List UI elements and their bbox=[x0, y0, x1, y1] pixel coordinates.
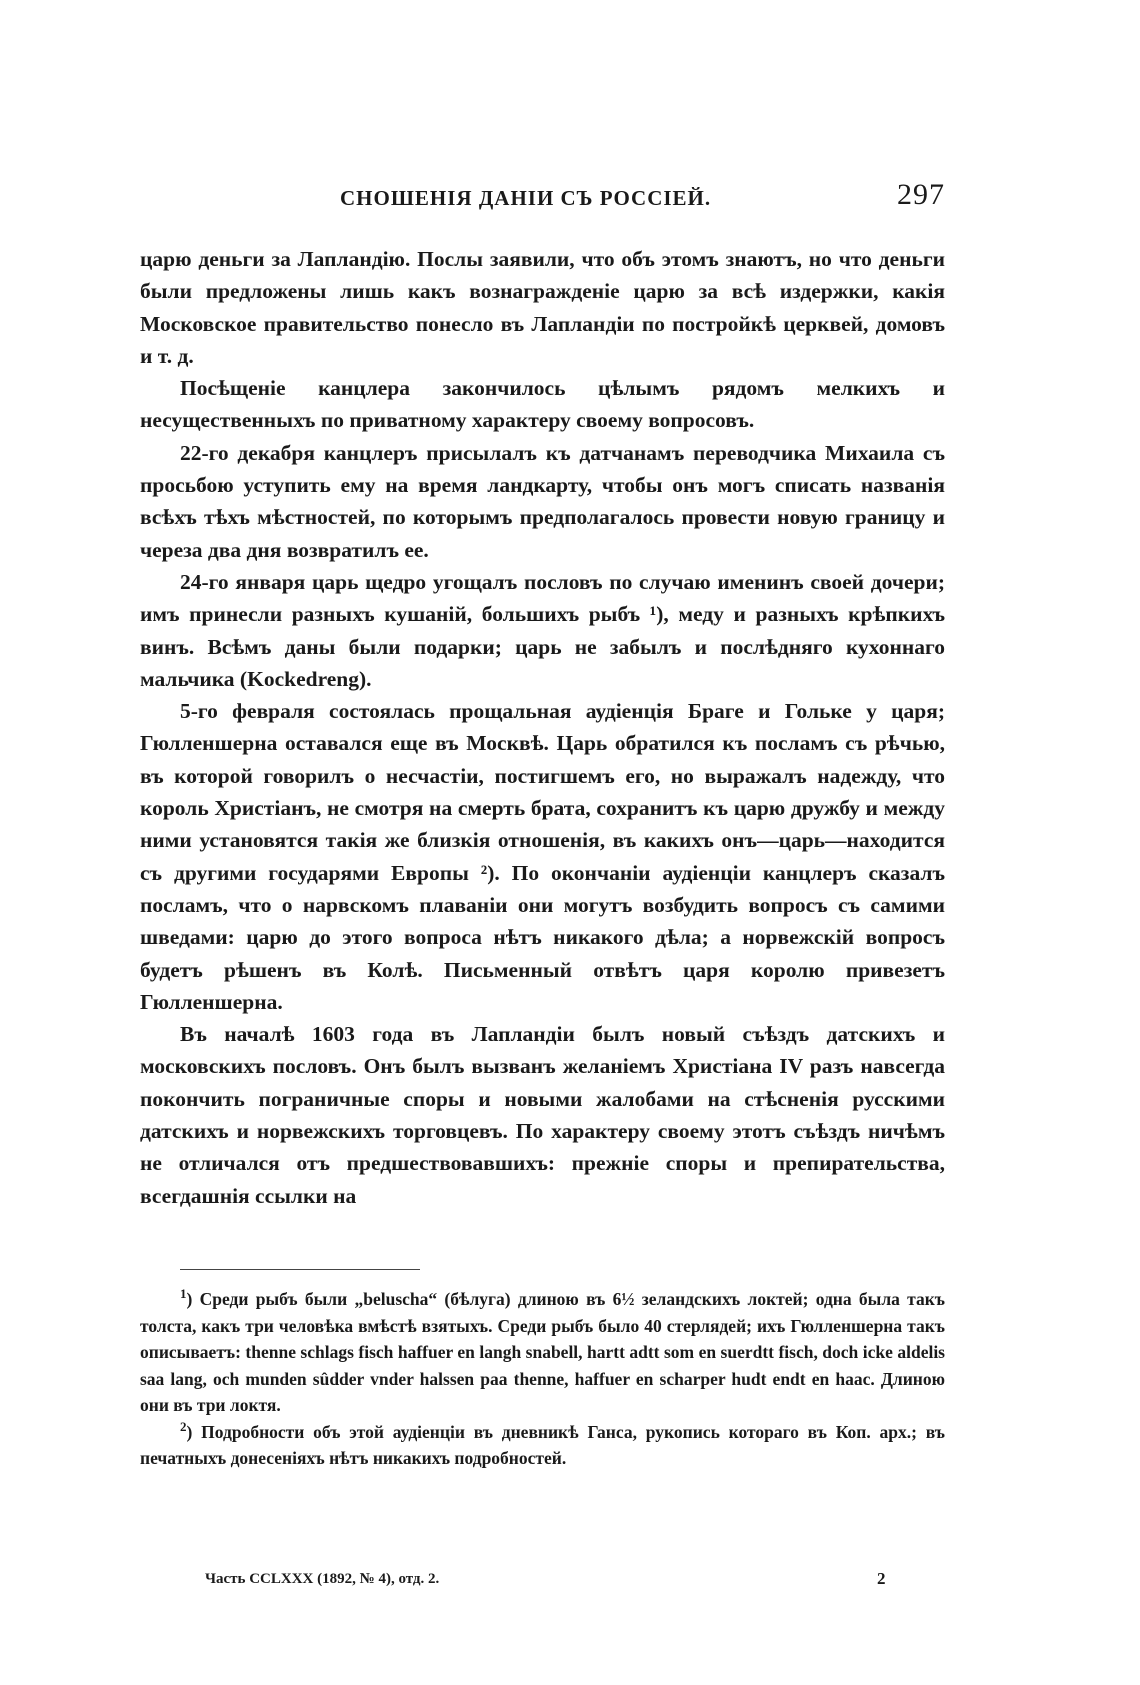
page-header bbox=[140, 178, 945, 218]
imprint: Часть CCLXXX (1892, № 4), отд. 2. bbox=[205, 1571, 440, 1587]
paragraph: царю деньги за Лапландію. Послы заявили, что объ этомъ знаютъ, но что деньги были предложены лишь какъ вознагражденіе царю за всѣ издержки, какія Московское правительство понесло въ Лапландіи по постройкѣ церквей, домовъ и т. д. bbox=[140, 247, 945, 368]
footnote bbox=[140, 1419, 945, 1472]
footnote-text: ) Среди рыбъ были „beluscha“ (бѣлуга) длиною въ 6½ зеландскихъ локтей; одна была такъ толста, какъ три человѣка вмѣстѣ взятыхъ. Среди рыбъ было 40 стерлядей; ихъ Гюлленшерна такъ описываетъ: thenne schlags fisch haffuer en langh snabell, hartt adtt som en suerdtt fisch, doch icke aldelis saa lang, och munden sûdder vnder halssen paa thenne, haffuer en scharper hudt endt en haac. Длиною они въ три локтя. bbox=[140, 1289, 945, 1415]
footnote-divider bbox=[180, 1269, 420, 1270]
paragraph: Въ началѣ 1603 года въ Лапландіи былъ новый съѣздъ датскихъ и московскихъ пословъ. Онъ былъ вызванъ желаніемъ Христіана IV разъ навсегда покончить пограничные споры и новыми жалобами на стѣсненія русскими датскихъ и норвежскихъ торговцевъ. По характеру своему этотъ съѣздъ ничѣмъ не отличался отъ предшествовавшихъ: прежніе споры и препирательства, всегдашнія ссылки на bbox=[140, 1022, 945, 1208]
running-title: СНОШЕНІЯ ДАНІИ СЪ РОССІЕЙ. bbox=[340, 186, 712, 210]
signature-mark: 2 bbox=[877, 1569, 886, 1588]
paragraph: Посѣщеніе канцлера закончилось цѣлымъ рядомъ мелкихъ и несущественныхъ по приватному характеру своему вопросовъ. bbox=[140, 376, 945, 433]
footnotes bbox=[140, 1286, 945, 1472]
paragraph: 5-го февраля состоялась прощальная аудіенція Браге и Гольке у царя; Гюлленшерна оставался еще въ Москвѣ. Царь обратился къ посламъ съ рѣчью, въ которой говорилъ о несчастіи, постигшемъ его, но выражалъ надежду, что король Христіанъ, не смотря на смерть брата, сохранитъ къ царю дружбу и между ними установятся такія же близкія отношенія, въ какихъ онъ—царь—находится съ другими государями Европы ²). По окончаніи аудіенціи канцлеръ сказалъ посламъ, что о нарвскомъ плаваніи они могутъ возбудить вопросъ съ самими шведами: царю до этого вопроса нѣтъ никакого дѣла; а норвежскій вопросъ будетъ рѣшенъ въ Колѣ. Письменный отвѣтъ царя королю привезетъ Гюлленшерна. bbox=[140, 699, 945, 1014]
paragraph: 24-го января царь щедро угощалъ пословъ по случаю именинъ своей дочери; имъ принесли разныхъ кушаній, большихъ рыбъ ¹), меду и разныхъ крѣпкихъ винъ. Всѣмъ даны были подарки; царь не забылъ и послѣдняго кухоннаго мальчика (Kockedreng). bbox=[140, 569, 945, 691]
footnote bbox=[140, 1286, 945, 1419]
main-text bbox=[140, 243, 945, 1212]
page-number: 297 bbox=[897, 178, 945, 211]
footnote-mark: 2 bbox=[180, 1418, 187, 1434]
paragraph: 22-го декабря канцлеръ присылалъ къ датчанамъ переводчика Михаила съ просьбою уступить ему на время ландкарту, чтобы онъ могъ списать названія всѣхъ тѣхъ мѣстностей, по которымъ предполагалось провести новую границу и череза два дня возвратилъ ее. bbox=[140, 440, 945, 562]
footnote-text: ) Подробности объ этой аудіенціи въ дневникѣ Ганса, рукопись котораго въ Коп. арх.; въ печатныхъ донесеніяхъ нѣтъ никакихъ подробностей. bbox=[140, 1421, 945, 1468]
footnote-mark: 1 bbox=[180, 1286, 187, 1302]
